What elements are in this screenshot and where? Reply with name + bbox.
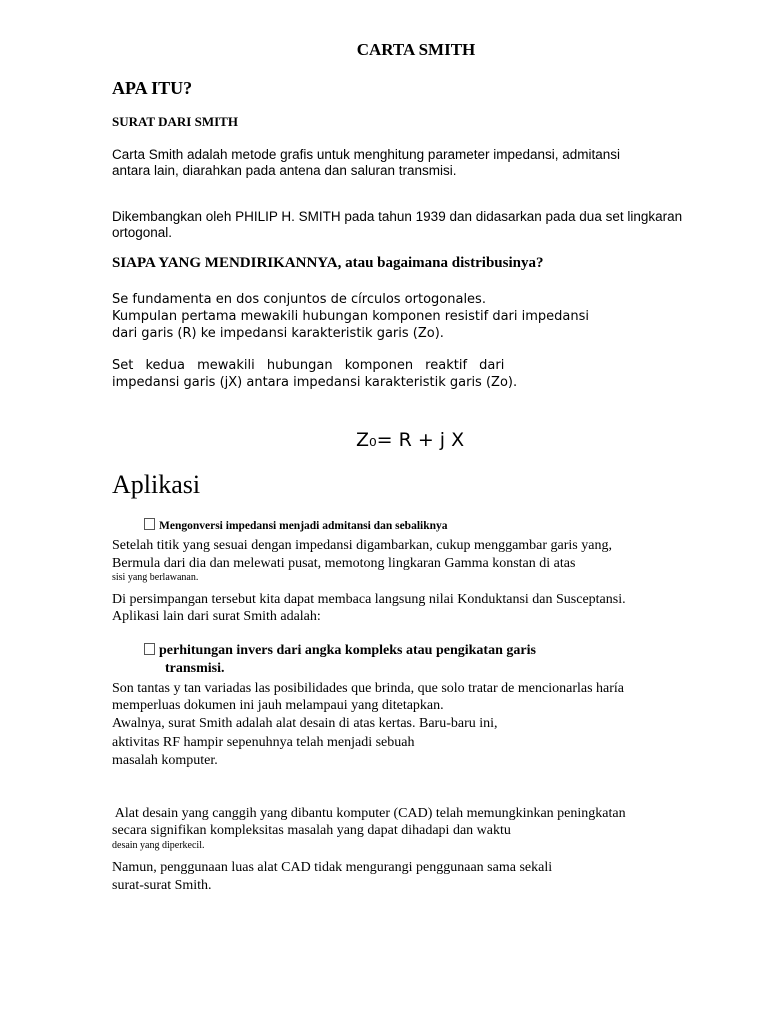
paragraph-line: dari garis (R) ke impedansi karakteristik garis (Zo). (112, 326, 444, 341)
paragraph-line: secara signifikan kompleksitas masalah yang dapat dihadapi dan waktu (112, 823, 511, 838)
paragraph-line: Aplikasi lain dari surat Smith adalah: (112, 609, 321, 624)
bullet-text-continued: transmisi. (165, 661, 225, 676)
bullet-text: Mengonversi impedansi menjadi admitansi dan sebaliknya (159, 520, 448, 532)
checkbox-bullet-icon (144, 518, 155, 530)
subheading-surat-dari-smith: SURAT DARI SMITH (112, 114, 238, 129)
paragraph-line: masalah komputer. (112, 753, 218, 768)
paragraph-line: Set kedua mewakili hubungan komponen reaktif dari (112, 358, 505, 373)
paragraph-line: antara lain, diarahkan pada antena dan saluran transmisi. (112, 163, 457, 178)
paragraph-line: Di persimpangan tersebut kita dapat membaca langsung nilai Konduktansi dan Susceptansi. (112, 592, 626, 607)
heading-aplikasi: Aplikasi (112, 470, 201, 499)
bullet-text: perhitungan invers dari angka kompleks atau pengikatan garis (159, 643, 536, 658)
bullet-item (144, 518, 448, 532)
checkbox-bullet-icon (144, 643, 155, 655)
paragraph-line: aktivitas RF hampir sepenuhnya telah menjadi sebuah (112, 735, 415, 750)
document-title: CARTA SMITH (356, 40, 476, 59)
impedance-formula: Z₀= R + j X (356, 429, 465, 451)
paragraph-line-small: sisi yang berlawanan. (112, 572, 199, 583)
paragraph-line: Alat desain yang canggih yang dibantu komputer (CAD) telah memungkinkan peningkatan (112, 806, 626, 821)
paragraph-line: Setelah titik yang sesuai dengan impedansi digambarkan, cukup menggambar garis yang, (112, 538, 612, 553)
bullet-item (144, 643, 536, 659)
paragraph-line: Son tantas y tan variadas las posibilidades que brinda, que solo tratar de mencionarlas haría (112, 681, 625, 696)
paragraph-line: Kumpulan pertama mewakili hubungan komponen resistif dari impedansi (112, 309, 590, 324)
paragraph-line: Carta Smith adalah metode grafis untuk menghitung parameter impedansi, admitansi (112, 147, 621, 162)
paragraph-line: Awalnya, surat Smith adalah alat desain di atas kertas. Baru-baru ini, (112, 716, 498, 731)
paragraph-line: Namun, penggunaan luas alat CAD tidak mengurangi penggunaan sama sekali (112, 860, 553, 875)
paragraph-line: ortogonal. (112, 225, 173, 240)
paragraph-line-small: desain yang diperkecil. (112, 840, 205, 851)
paragraph-line: surat-surat Smith. (112, 878, 212, 893)
heading-apa-itu: APA ITU? (112, 78, 193, 98)
paragraph-line: memperluas dokumen ini jauh melampaui yang ditetapkan. (112, 698, 444, 713)
paragraph-line: impedansi garis (jX) antara impedansi karakteristik garis (Zo). (112, 375, 518, 390)
heading-siapa: SIAPA YANG MENDIRIKANNYA, atau bagaimana distribusinya? (112, 255, 544, 271)
paragraph-line: Dikembangkan oleh PHILIP H. SMITH pada tahun 1939 dan didasarkan pada dua set lingkaran (112, 209, 683, 224)
paragraph-line: Bermula dari dia dan melewati pusat, memotong lingkaran Gamma konstan di atas (112, 556, 576, 571)
paragraph-line: Se fundamenta en dos conjuntos de círculos ortogonales. (112, 292, 486, 307)
